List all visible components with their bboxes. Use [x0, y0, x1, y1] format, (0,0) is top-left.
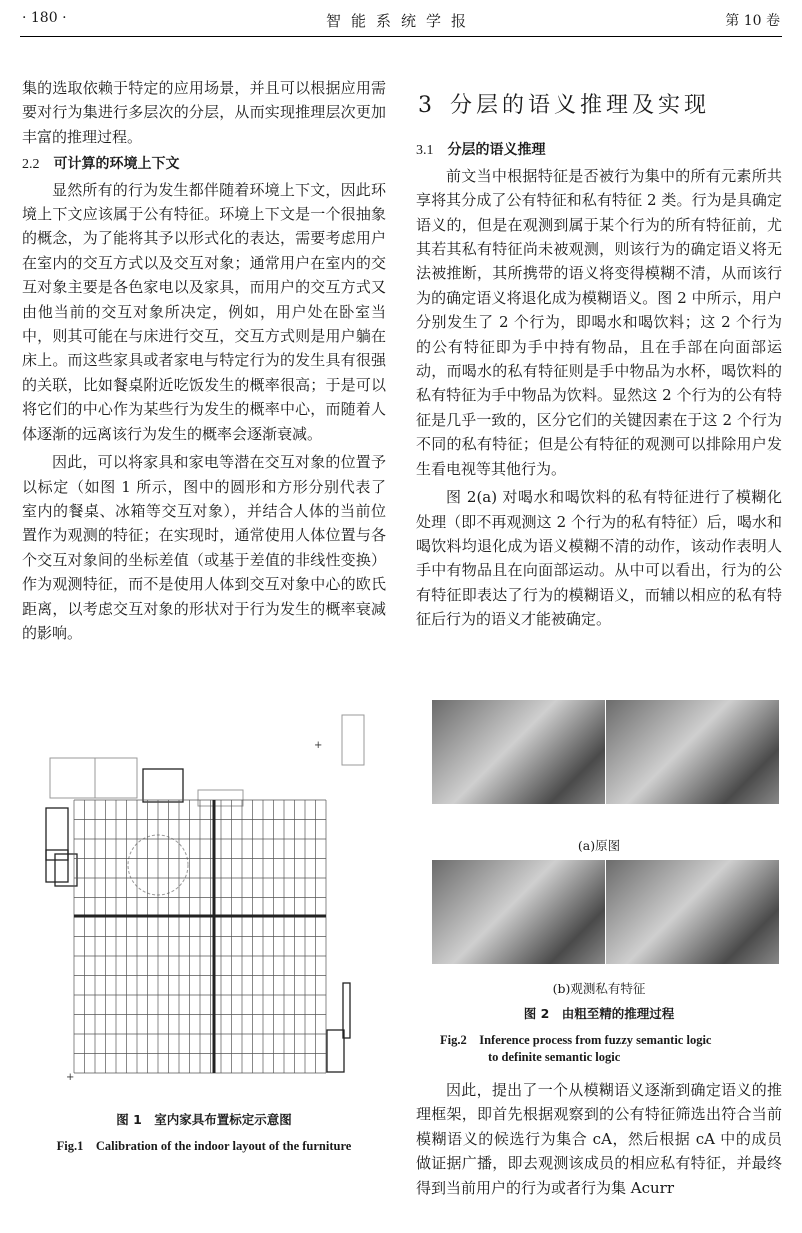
volume-label: 第 10 卷	[725, 13, 780, 29]
subfigure-a-caption: (a)原图	[577, 838, 621, 853]
subfigure-b-caption: (b)观测私有特征	[552, 981, 646, 996]
furniture-layout-diagram	[22, 710, 386, 1090]
photo-a-left	[432, 700, 605, 804]
right-column-bottom	[416, 1078, 782, 1200]
photo-b-right	[606, 860, 779, 964]
paragraph: 因此，提出了一个从模糊语义逐渐到确定语义的推理框架，即首先根据观察到的公有特征筛选出符合当前模糊语义的候选行为集合 cA，然后根据 cA 中的成员做证据广播，即去观测该成员的相应私有特征，并最终得到当前用户的行为或者行为集 Acurr	[416, 1081, 782, 1197]
paragraph: 图 2(a) 对喝水和喝饮料的私有特征进行了模糊化处理（即不再观测这 2 个行为的私有特征）后，喝水和喝饮料均退化成为语义模糊不清的动作，该动作表明人手中有物品且在向面部运动。从中可以看出，行为的公有特征即表达了行为的模糊语义，而辅以相应的私有特征后行为的语义才能被确定。	[416, 488, 782, 629]
journal-title: 智能系统学报	[325, 12, 476, 30]
section-title: 分层的语义推理及实现	[450, 93, 711, 118]
paragraph: 集的选取依赖于特定的应用场景，并且可以根据应用需要对行为集进行多层次的分层，从而实现推理层次更加丰富的推理过程。	[22, 79, 386, 146]
paragraph: 因此，可以将家具和家电等潜在交互对象的位置予以标定（如图 1 所示，图中的圆形和方形分别代表了室内的餐桌、冰箱等交互对象），并结合人体的当前位置作为观测的特征；在实现时，通常使用人体位置与各个交互对象间的坐标差值（或基于差值的非线性变换）作为观测特征，而不是使用人体到交互对象中心的欧氏距离，以考虑交互对象的形状对于行为发生的概率衰减的影响。	[22, 453, 386, 642]
figure-2-caption-en-line2: to definite semantic logic	[488, 1050, 621, 1064]
figure-2-caption-cn: 图 2 由粗至精的推理过程	[523, 1006, 675, 1021]
header-rule	[20, 36, 782, 37]
paragraph: 显然所有的行为发生都伴随着环境上下文，因此环境上下文应该属于公有特征。环境上下文是一个很抽象的概念，为了能将其予以形式化的表达，需要考虑用户在室内的交互方式以及交互对象；通常用户在室内的交互对象主要是各色家电以及家具，而用户的交互方式又由他当前的交互对象所决定，例如，用户处在卧室当中，则其可能在与床进行交互，交互方式则是用户躺在床上。而这些家具或者家电与特定行为的发生具有很强的关联，比如餐桌附近吃饭发生的概率很高；于是可以将它们的中心作为某些行为发生的概率中心，而随着人体逐渐的远离该行为发生的概率会逐渐衰减。	[22, 180, 386, 443]
section-number: 2.2	[22, 157, 40, 173]
section-title: 分层的语义推理	[447, 142, 546, 159]
page-number: · 180 ·	[22, 10, 67, 26]
figure-2	[416, 700, 782, 1064]
section-number: 3	[418, 93, 436, 118]
figure-1-caption-cn: 图 1 室内家具布置标定示意图	[116, 1112, 292, 1127]
figure-2-caption-en-line1: Fig.2 Inference process from fuzzy semantic logic	[440, 1033, 712, 1047]
left-column	[22, 76, 386, 645]
paragraph: 前文当中根据特征是否被行为集中的所有元素所共享将其分成了公有特征和私有特征 2 类。行为是具确定语义的，但是在观测到属于某个行为的所有特征前，尤其若其私有特征尚未被观测，则该行为的确定语义将无法被推断，其所携带的语义将变得模糊不清，从而该行为的确定语义将退化成为模糊语义。图 2 中所示，用户分别发生了 2 个行为，即喝水和喝饮料；这 2 个行为的公有特征即为手中持有物品，且在手部在向面部运动，而喝水的私有特征则是手中物品为水杯，喝饮料的私有特征为手中物品为饮料。显然这 2 个行为的公有特征是几乎一致的，区分它们的关键因素在于这 2 个行为不同的私有特征；但是公有特征的观测可以排除用户发生看电视等其他行为。	[416, 166, 782, 478]
photo-b-left	[432, 860, 605, 964]
page-header	[0, 0, 802, 44]
section-heading-3	[418, 94, 782, 118]
section-heading-2-2	[22, 152, 386, 177]
photo-a-right	[606, 700, 779, 804]
figure-1	[22, 710, 386, 1153]
right-column	[416, 78, 782, 632]
figure-1-caption-en: Fig.1 Calibration of the indoor layout of the furniture	[56, 1139, 352, 1153]
section-title: 可计算的环境上下文	[53, 156, 180, 173]
svg-text:+: +	[314, 740, 323, 751]
svg-text:+: +	[66, 1072, 75, 1083]
section-number: 3.1	[416, 143, 434, 159]
section-heading-3-1	[416, 138, 782, 163]
